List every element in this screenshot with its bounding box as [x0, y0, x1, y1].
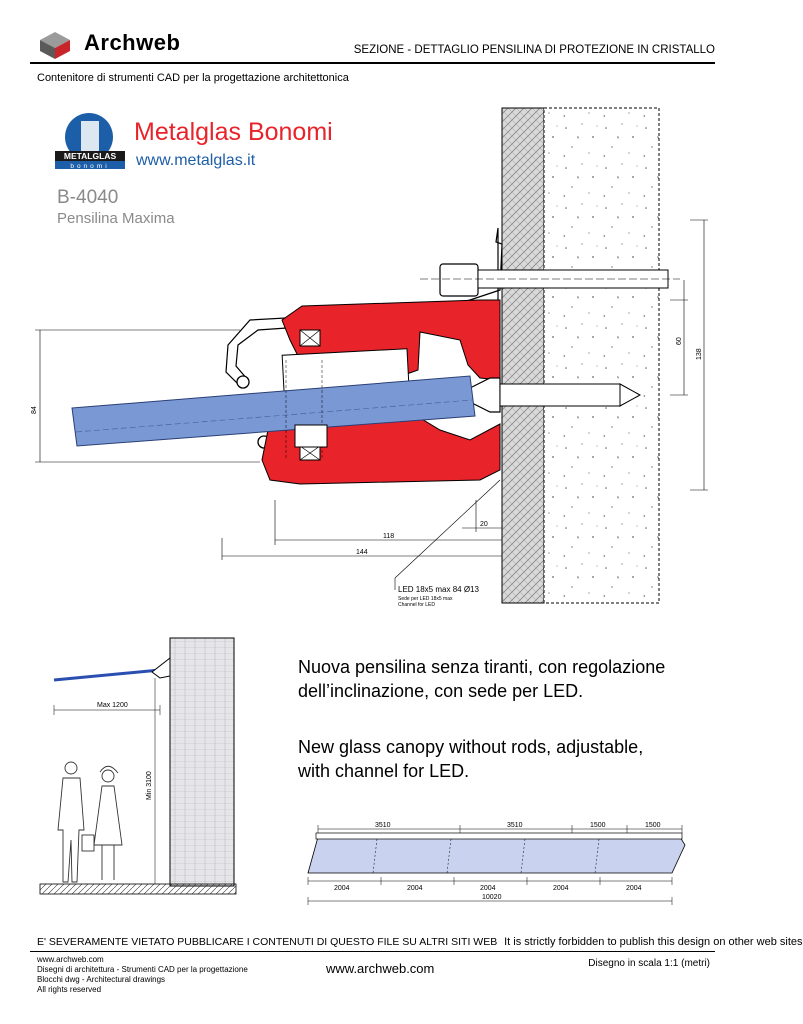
description-it-line2: dell’inclinazione, con sede per LED. [298, 681, 584, 701]
plan-bottom-dim-4: 2004 [553, 885, 569, 892]
brand-name: Metalglas Bonomi [134, 118, 333, 146]
brick-wall [502, 108, 544, 603]
fixing-anchor [500, 384, 620, 406]
plan-bottom-dim-5: 2004 [626, 885, 642, 892]
product-name: Pensilina Maxima [57, 210, 175, 227]
elevation-glass [54, 670, 160, 680]
led-label-it: Sede per LED 18x5 max [398, 596, 453, 602]
ground [40, 884, 236, 894]
anchor-bolt-nut [440, 264, 478, 296]
page-title: SEZIONE - DETTAGLIO PENSILINA DI PROTEZIONE IN CRISTALLO [353, 44, 715, 56]
plan-top-dim-4: 1500 [645, 822, 661, 829]
footer-credits [37, 955, 248, 995]
plan-bottom-dim-3: 2004 [480, 885, 496, 892]
gasket-upper [237, 376, 249, 388]
plan-bottom-dim-1: 2004 [334, 885, 350, 892]
concrete-wall [544, 108, 659, 603]
dim-60: 60 [676, 337, 683, 345]
logo-text-top: METALGLAS [63, 151, 117, 161]
plan-canopy [308, 837, 685, 873]
description-en-line2: with channel for LED. [298, 761, 470, 781]
footer-url-link[interactable]: www.archweb.com [326, 961, 435, 976]
footer-divider [30, 951, 715, 952]
brand-url-link[interactable]: www.metalglas.it [136, 152, 256, 169]
warning-it: E' SEVERAMENTE VIETATO PUBBLICARE I CONTENUTI DI QUESTO FILE SU ALTRI SITI WEB [37, 936, 498, 948]
dim-118: 118 [383, 533, 395, 540]
description-en [298, 735, 643, 783]
plan-top-dim-3: 1500 [590, 822, 606, 829]
anchor-bolt-rod [478, 270, 668, 288]
footer-credit-line4: All rights reserved [37, 985, 102, 994]
led-label: LED 18x5 max 84 Ø13 [398, 585, 479, 594]
copyright-warning [37, 936, 803, 948]
footer-credit-line2: Disegni di architettura - Strumenti CAD per la progettazione [37, 965, 248, 974]
elevation-wall [170, 638, 234, 886]
plan-top-dim-1: 3510 [375, 822, 391, 829]
warning-en: It is strictly forbidden to publish this design on other web sites [504, 936, 803, 948]
elevation-drawing [30, 630, 250, 900]
site-name: Archweb [84, 30, 181, 55]
logo-text-bottom: bonomi [70, 163, 110, 170]
plan-drawing [300, 815, 700, 915]
description-it-line1: Nuova pensilina senza tiranti, con regolazione [298, 657, 666, 677]
footer-credit-url[interactable]: www.archweb.com [37, 955, 104, 964]
dim-20: 20 [480, 521, 488, 528]
dim-min-3100: Min 3100 [146, 771, 153, 800]
product-code: B-4040 [57, 187, 119, 208]
dim-84: 84 [31, 406, 38, 414]
plan-total-dim: 10020 [482, 894, 502, 901]
description-en-line1: New glass canopy without rods, adjustable, [298, 737, 644, 757]
page-subtitle: Contenitore di strumenti CAD per la progettazione architettonica [37, 72, 349, 84]
drawing-scale: Disegno in scala 1:1 (metri) [588, 958, 710, 969]
lower-screw [295, 425, 327, 447]
footer-credit-line3: Blocchi dwg - Architectural drawings [37, 975, 166, 984]
plan-bottom-dim-2: 2004 [407, 885, 423, 892]
led-label-en: Channel for LED [398, 602, 435, 608]
dim-max-1200: Max 1200 [97, 702, 128, 709]
people-figures [58, 762, 122, 882]
dim-144: 144 [356, 549, 368, 556]
plan-top-dim-2: 3510 [507, 822, 523, 829]
description-it [298, 655, 665, 703]
dim-138: 138 [696, 348, 703, 360]
